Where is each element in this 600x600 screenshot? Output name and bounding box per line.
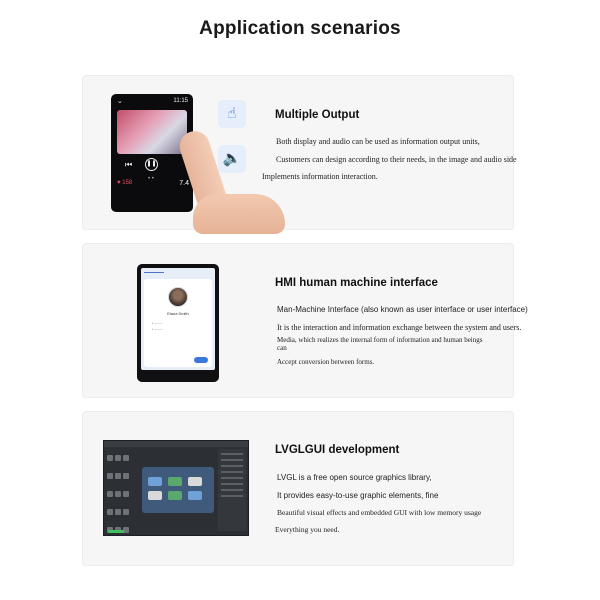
card-line: Implements information interaction.	[262, 172, 378, 181]
editor-toolbar	[104, 441, 248, 447]
device-time: 11:15	[173, 98, 188, 104]
page-dots-icon: • •	[148, 176, 154, 182]
touch-icon: ☝	[218, 100, 246, 128]
profile-card	[144, 279, 212, 367]
card-line: It is the interaction and information exchange between the system and users.	[277, 323, 522, 332]
widget-palette	[106, 449, 136, 531]
chevron-down-icon: ⌄	[117, 98, 123, 105]
card-line: Everything you need.	[275, 525, 340, 534]
card-line: Media, which realizes the internal form of information and human beings	[277, 336, 483, 344]
album-art	[117, 110, 187, 154]
device-tabs	[144, 270, 212, 277]
profile-button	[194, 357, 208, 363]
editor-canvas	[142, 467, 214, 513]
card-title: LVGLGUI development	[275, 444, 400, 456]
pause-icon: ❚❚	[145, 158, 158, 171]
like-count: ♥ 158	[117, 180, 133, 186]
card-line: Man-Machine Interface (also known as user interface or user interface)	[277, 305, 528, 314]
player-controls	[125, 158, 183, 172]
status-indicator	[108, 530, 124, 533]
device-status-bar	[117, 98, 188, 106]
hmi-device-image	[137, 264, 219, 382]
card-lvgl	[82, 411, 514, 566]
lvgl-editor-screenshot	[103, 440, 249, 536]
device-screen	[141, 268, 215, 370]
speaker-icon: 🔈	[218, 145, 246, 173]
card-line: Accept conversion between forms.	[277, 358, 375, 366]
card-title: HMI human machine interface	[275, 277, 438, 289]
profile-row: ▪ ———	[152, 327, 163, 331]
card-line: can	[277, 344, 287, 352]
card-multiple-output	[82, 75, 517, 230]
card-line: It provides easy-to-use graphic elements, fine	[277, 491, 439, 500]
card-line: LVGL is a free open source graphics library,	[277, 473, 432, 482]
card-title: Multiple Output	[275, 109, 360, 121]
device-value: 7.4	[179, 180, 189, 187]
avatar	[168, 287, 188, 307]
profile-row: ▪ ———	[152, 321, 163, 325]
hand-illustration	[193, 194, 285, 234]
card-line: Both display and audio can be used as information output units,	[276, 137, 480, 146]
card-hmi	[82, 243, 528, 398]
previous-icon: ⏮	[125, 160, 133, 169]
page-title: Application scenarios	[199, 18, 401, 39]
card-line: Customers can design according to their needs, in the image and audio side	[276, 155, 517, 164]
profile-name: Elana Smith	[167, 311, 189, 316]
properties-panel	[218, 449, 246, 531]
card-line: Beautiful visual effects and embedded GUI with low memory usage	[277, 508, 482, 517]
